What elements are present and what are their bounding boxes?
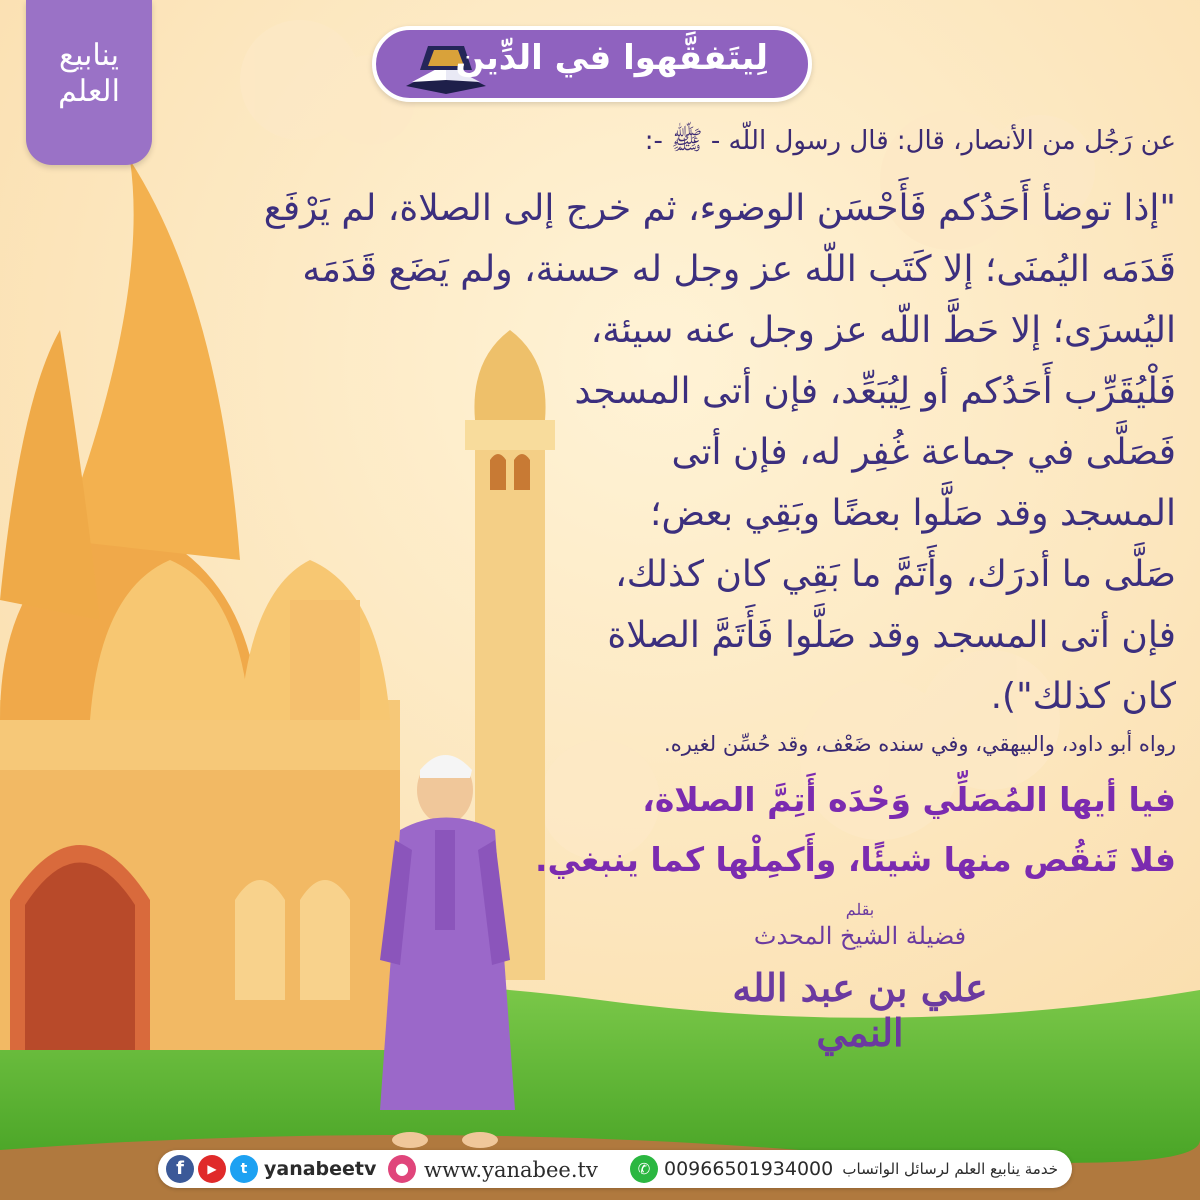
service-text: خدمة ينابيع العلم لرسائل الواتساب: [842, 1160, 1058, 1178]
youtube-icon[interactable]: ▶: [198, 1155, 226, 1183]
website-link[interactable]: www.yanabee.tv: [424, 1158, 598, 1182]
hadith-line: فَلْيُقَرِّب أَحَدُكم أو لِيُبَعِّد، فإن أتى المسجد: [574, 371, 1176, 412]
whatsapp-number[interactable]: 00966501934000: [664, 1158, 834, 1180]
logo-text: ينابيع العلم: [58, 38, 120, 109]
hadith-line: فَصَلَّى في جماعة غُفِر له، فإن أتى: [671, 432, 1176, 473]
hadith-line: قَدَمَه اليُمنَى؛ إلا كَتَب اللّه عز وجل له حسنة، ولم يَضَع قَدَمَه: [302, 249, 1176, 290]
hadith-line: "إذا توضأ أَحَدُكم فَأَحْسَن الوضوء، ثم خرج إلى الصلاة، لم يَرْفَع: [263, 188, 1176, 229]
author-name: علي بن عبد الله النمي: [732, 965, 988, 1055]
author-title: فضيلة الشيخ المحدث: [753, 922, 967, 950]
whatsapp-icon[interactable]: ✆: [630, 1155, 658, 1183]
lesson-line: فلا تَنقُص منها شيئًا، وأَكمِلْها كما ينبغي.: [534, 840, 1176, 879]
banner-title: لِيتَفقَّهوا في الدِّين: [455, 38, 768, 78]
lesson-line: فيا أيها المُصَلِّي وَحْدَه أَتِمَّ الصلاة،: [642, 780, 1176, 819]
hadith-line: اليُسرَى؛ إلا حَطَّ اللّه عز وجل عنه سيئة،: [590, 310, 1176, 351]
hadith-text: [176, 178, 1176, 738]
author-by: بقلم: [845, 900, 875, 919]
hadith-line: كان كذلك").: [990, 676, 1176, 717]
footer-bar: [158, 1150, 1072, 1188]
hadith-intro: عن رَجُل من الأنصار، قال: قال رسول اللّه - ﷺ -:: [644, 126, 1176, 156]
hadith-line: المسجد وقد صَلَّوا بعضًا وبَقِي بعض؛: [650, 493, 1176, 534]
hadith-source: رواه أبو داود، والبيهقي، وفي سنده ضَعْف، وقد حُسِّن لغيره.: [664, 732, 1176, 756]
social-handle[interactable]: yanabeetv: [264, 1158, 377, 1180]
yanabee-logo: [26, 0, 152, 165]
twitter-icon[interactable]: t: [230, 1155, 258, 1183]
hadith-line: فإن أتى المسجد وقد صَلَّوا فَأَتَمَّ الصلاة: [607, 615, 1176, 656]
facebook-icon[interactable]: f: [166, 1155, 194, 1183]
dribbble-icon[interactable]: ●: [388, 1155, 416, 1183]
title-banner: [372, 26, 812, 102]
hadith-line: صَلَّى ما أدرَك، وأَتَمَّ ما بَقِي كان كذلك،: [615, 554, 1176, 595]
